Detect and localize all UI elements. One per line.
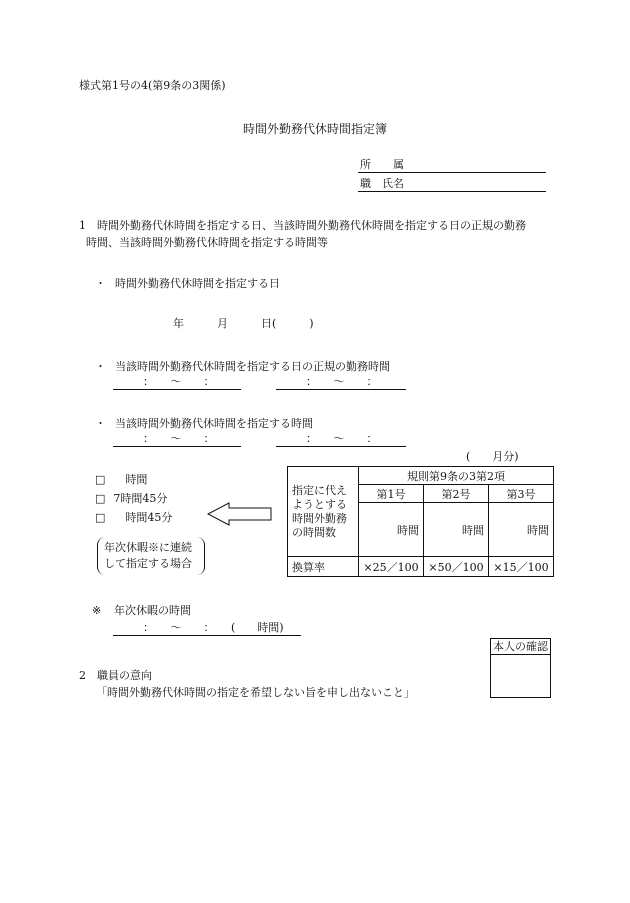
month-note: ( 月分) [466,450,519,463]
row-header-line: 時間外勤務 [292,511,347,525]
name-field[interactable] [358,191,546,192]
rate-2: ×50／100 [424,557,489,577]
designated-day-label: 時間外勤務代休時間を指定する日 [115,277,280,290]
checkbox-icon: □ [95,511,106,524]
date-line: 年 月 日( ) [173,317,314,330]
bullet: ・ [95,360,106,373]
designated-time-range-1: ： 〜 ： [143,432,215,445]
name-label: 職 氏名 [360,177,404,190]
designated-time-label: 当該時間外勤務代休時間を指定する時間 [115,417,313,430]
row-header-line: の時間数 [292,525,336,539]
row-header-line: ようとする [292,497,347,511]
hours-cell-2[interactable]: 時間 [424,503,489,557]
rate-3: ×15／100 [489,557,554,577]
annual-leave-label: 年次休暇の時間 [114,604,191,617]
regular-hours-field-1[interactable] [113,389,241,390]
annual-leave-range: ： 〜 ： ( 時間) [143,621,284,634]
checkbox-label: 時間45分 [125,511,173,524]
hours-cell-3[interactable]: 時間 [489,503,554,557]
col-header-1: 第1号 [359,485,424,503]
affiliation-field[interactable] [358,172,546,173]
left-arrow-icon [207,502,273,526]
bullet: ・ [95,417,106,430]
form-reference: 様式第1号の4(第9条の3関係) [79,79,226,92]
row-header-cell [288,467,359,557]
conversion-table [287,466,554,577]
checkbox-label: 時間 [125,473,148,486]
rate-1: ×25／100 [359,557,424,577]
bullet: ・ [95,277,106,290]
annual-leave-field[interactable] [113,635,301,636]
regular-hours-label: 当該時間外勤務代休時間を指定する日の正規の勤務時間 [115,360,390,373]
regular-hours-range-1: ： 〜 ： [143,375,215,388]
regular-hours-range-2: ： 〜 ： [306,375,378,388]
designated-time-range-2: ： 〜 ： [306,432,378,445]
checkbox-icon: □ [95,492,106,505]
col-header-2: 第2号 [424,485,489,503]
row-header-line: 指定に代え [292,483,347,497]
note-mark: ※ [92,604,102,617]
designated-time-field-1[interactable] [113,446,241,447]
affiliation-label: 所 属 [360,158,404,171]
checkbox-label: 7時間45分 [113,492,168,505]
checkbox-hours[interactable] [95,473,147,487]
section1-heading: 1 時間外勤務代休時間を指定する日、当該時間外勤務代休時間を指定する日の正規の勤務 [79,219,526,232]
self-confirmation-box[interactable] [490,638,551,698]
regular-hours-field-2[interactable] [276,389,406,390]
rule-header: 規則第9条の3第2項 [359,467,554,485]
checkbox-7h45m[interactable] [95,492,167,506]
section2-text: 「時間外勤務代休時間の指定を希望しない旨を申し出ないこと」 [96,686,415,699]
confirm-label: 本人の確認 [493,640,548,653]
bracket-note-line1: 年次休暇※に連続 [104,541,192,554]
rate-label: 換算率 [288,557,359,577]
designated-time-field-2[interactable] [276,446,406,447]
col-header-3: 第3号 [489,485,554,503]
section1-heading-cont: 時間、当該時間外勤務代休時間を指定する時間等 [86,236,328,249]
section2-heading: 2 職員の意向 [79,669,152,682]
page-title: 時間外勤務代休時間指定簿 [243,122,388,136]
checkbox-icon: □ [95,473,106,486]
checkbox-h45m[interactable] [95,511,172,525]
hours-cell-1[interactable]: 時間 [359,503,424,557]
bracket-note [97,537,205,575]
bracket-note-line2: して指定する場合 [104,557,192,570]
